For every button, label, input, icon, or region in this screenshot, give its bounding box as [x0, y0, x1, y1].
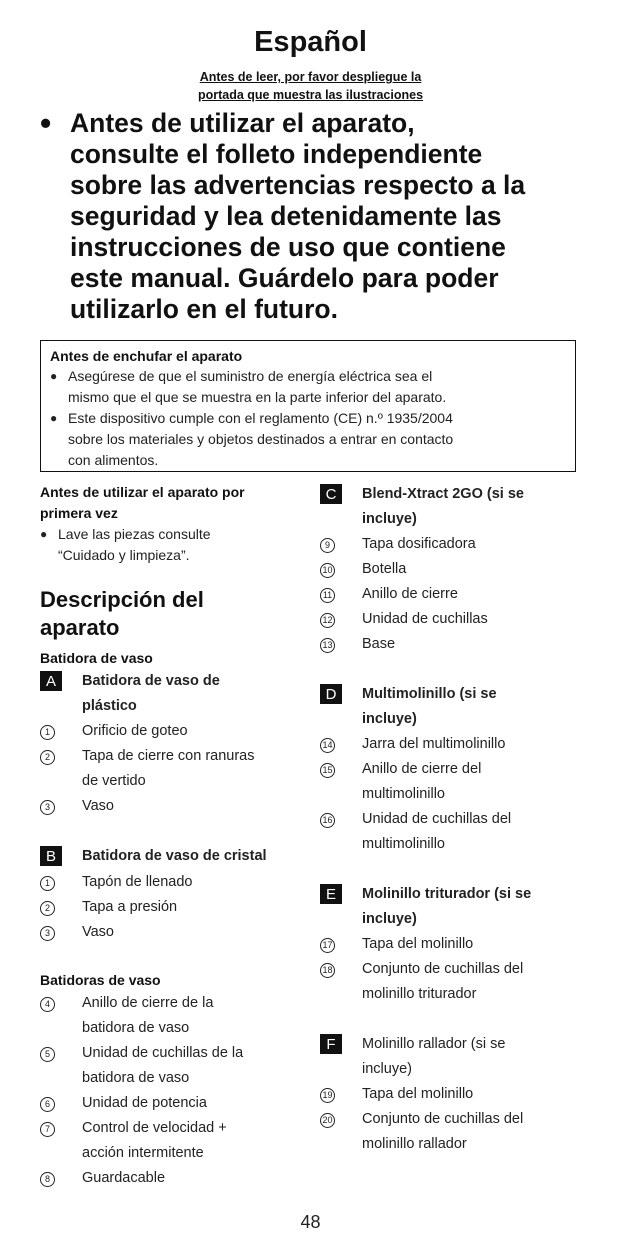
before-plugging-box: [40, 340, 576, 472]
part-item: 11 Anillo de cierre: [320, 582, 580, 607]
number-circle-icon: 12: [320, 613, 335, 628]
part-item: 15 Anillo de cierre del multimolinillo: [320, 757, 580, 807]
part-item: 8 Guardacable: [40, 1166, 300, 1191]
number-circle-icon: 4: [40, 997, 55, 1012]
number-circle-icon: 8: [40, 1172, 55, 1187]
section-header: F Molinillo rallador (si se incluye): [320, 1032, 580, 1082]
part-item: 5 Unidad de cuchillas de la batidora de vaso: [40, 1041, 300, 1091]
number-circle-icon: 6: [40, 1097, 55, 1112]
left-column: [40, 482, 300, 1191]
bullet-icon: ●: [50, 369, 58, 383]
part-item: 13 Base: [320, 632, 580, 657]
number-circle-icon: 3: [40, 800, 55, 815]
number-circle-icon: 2: [40, 750, 55, 765]
section-header: A Batidora de vaso de plástico: [40, 669, 300, 719]
blender-subheading: Batidora de vaso: [40, 650, 153, 666]
part-item: 3 Vaso: [40, 794, 300, 819]
section-header: C Blend-Xtract 2GO (si se incluye): [320, 482, 580, 532]
number-circle-icon: 19: [320, 1088, 335, 1103]
section-f: [320, 1032, 580, 1157]
safety-text: Antes de utilizar el aparato, consulte el folleto independiente sobre las advertencias respecto a la seguridad y lea detenidamente las instrucciones de uso que contiene este manual. Guárdelo para poder utilizarlo en el futuro.: [70, 108, 526, 324]
number-circle-icon: 11: [320, 588, 335, 603]
section-b: [40, 844, 300, 945]
number-circle-icon: 1: [40, 725, 55, 740]
bullet-icon: ●: [50, 411, 58, 425]
part-item: 16 Unidad de cuchillas del multimolinillo: [320, 807, 580, 857]
section-c: [320, 482, 580, 657]
bullet-icon: •: [40, 105, 52, 141]
description-heading: Descripción del aparato: [40, 587, 204, 640]
page-number: 48: [300, 1212, 321, 1232]
part-item: 9 Tapa dosificadora: [320, 532, 580, 557]
number-circle-icon: 7: [40, 1122, 55, 1137]
section-letter-icon: B: [40, 846, 62, 866]
part-item: 2 Tapa de cierre con ranuras de vertido: [40, 744, 300, 794]
part-item: 18 Conjunto de cuchillas del molinillo triturador: [320, 957, 580, 1007]
box-bullet: ● Asegúrese de que el suministro de energía eléctrica sea el mismo que el que se muestra en la parte inferior del aparato.: [50, 366, 566, 408]
bullet-icon: ●: [40, 527, 48, 541]
section-letter-icon: F: [320, 1034, 342, 1054]
number-circle-icon: 2: [40, 901, 55, 916]
fold-out-note: Antes de leer, por favor despliegue la portada que muestra las ilustraciones: [197, 70, 424, 102]
number-circle-icon: 9: [320, 538, 335, 553]
box-bullet: ● Este dispositivo cumple con el reglamento (CE) n.º 1935/2004 sobre los materiales y objetos destinados a entrar en contacto con alimentos.: [50, 408, 566, 471]
safety-bullet: [40, 105, 600, 325]
part-item: 1 Tapón de llenado: [40, 870, 300, 895]
number-circle-icon: 16: [320, 813, 335, 828]
part-item: 6 Unidad de potencia: [40, 1091, 300, 1116]
section-e: [320, 882, 580, 1007]
number-circle-icon: 20: [320, 1113, 335, 1128]
number-circle-icon: 17: [320, 938, 335, 953]
first-use-bullet: ● Lave las piezas consulte “Cuidado y limpieza”.: [40, 524, 300, 566]
number-circle-icon: 5: [40, 1047, 55, 1062]
part-item: 12 Unidad de cuchillas: [320, 607, 580, 632]
section-header: D Multimolinillo (si se incluye): [320, 682, 580, 732]
section-header: E Molinillo triturador (si se incluye): [320, 882, 580, 932]
part-item: 20 Conjunto de cuchillas del molinillo rallador: [320, 1107, 580, 1157]
section-a: [40, 669, 300, 819]
part-item: 2 Tapa a presión: [40, 895, 300, 920]
part-item: 17 Tapa del molinillo: [320, 932, 580, 957]
right-column: [320, 482, 580, 1157]
number-circle-icon: 13: [320, 638, 335, 653]
first-use-heading: Antes de utilizar el aparato por primera vez: [40, 484, 245, 521]
number-circle-icon: 1: [40, 876, 55, 891]
blenders-subheading: Batidoras de vaso: [40, 971, 161, 988]
section-d: [320, 682, 580, 857]
section-letter-icon: E: [320, 884, 342, 904]
section-letter-icon: D: [320, 684, 342, 704]
number-circle-icon: 10: [320, 563, 335, 578]
section-letter-icon: C: [320, 484, 342, 504]
part-item: 7 Control de velocidad + acción intermitente: [40, 1116, 300, 1166]
part-item: 14 Jarra del multimolinillo: [320, 732, 580, 757]
number-circle-icon: 15: [320, 763, 335, 778]
number-circle-icon: 14: [320, 738, 335, 753]
section-shared: [40, 991, 300, 1191]
part-item: 1 Orificio de goteo: [40, 719, 300, 744]
number-circle-icon: 18: [320, 963, 335, 978]
number-circle-icon: 3: [40, 926, 55, 941]
part-item: 19 Tapa del molinillo: [320, 1082, 580, 1107]
page-title: Español: [254, 26, 367, 58]
part-item: 3 Vaso: [40, 920, 300, 945]
box-heading: Antes de enchufar el aparato: [50, 348, 243, 364]
part-item: 10 Botella: [320, 557, 580, 582]
section-header: B Batidora de vaso de cristal: [40, 844, 300, 870]
section-letter-icon: A: [40, 671, 62, 691]
part-item: 4 Anillo de cierre de la batidora de vaso: [40, 991, 300, 1041]
